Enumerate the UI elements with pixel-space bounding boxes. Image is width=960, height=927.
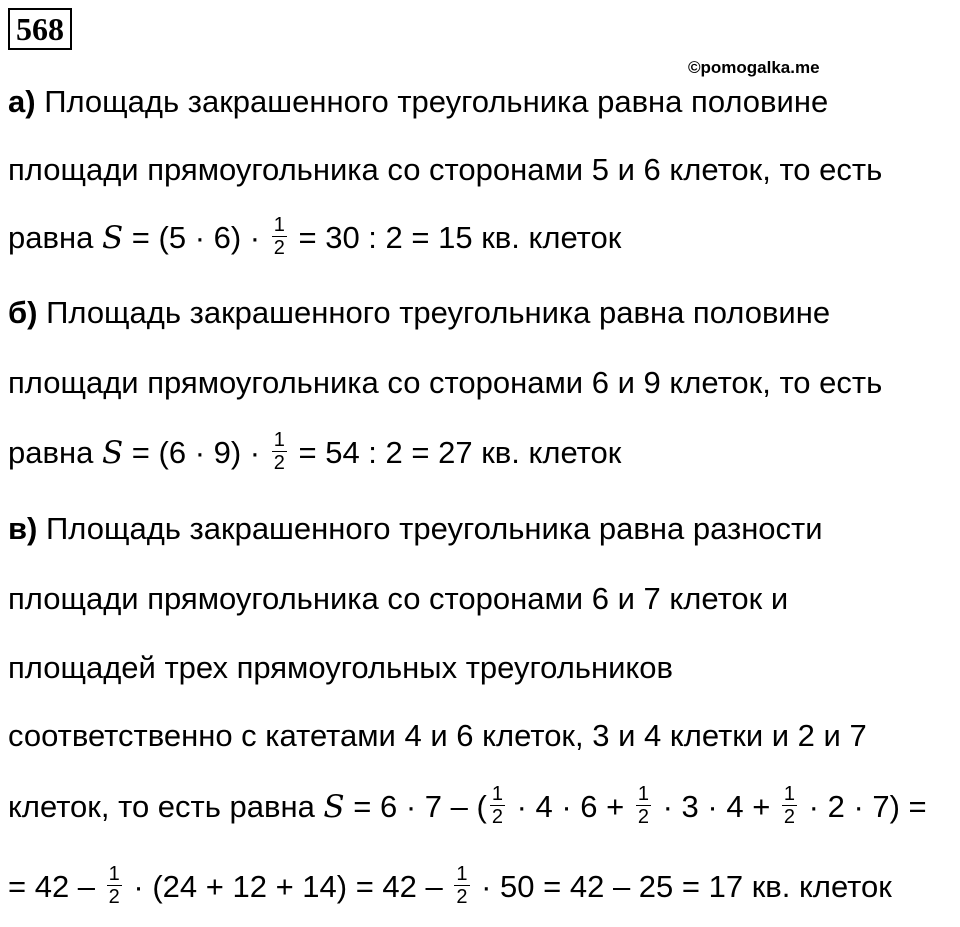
fraction-one-half: $\frac{1}{2}$ bbox=[456, 863, 468, 909]
expr-part: · 3 · 4 + bbox=[654, 789, 779, 824]
expr-part: = 6 · 7 – ( bbox=[344, 789, 487, 824]
part-c-label: в) bbox=[8, 511, 38, 546]
part-c-line-4 bbox=[8, 711, 867, 761]
part-c-text-1: Площадь закрашенного треугольника равна разности bbox=[37, 511, 823, 546]
part-c-formula-1 bbox=[8, 782, 927, 832]
part-c-text-3: площадей трех прямоугольных треугольников bbox=[8, 650, 674, 685]
part-a-text-2: площади прямоугольника со сторонами 5 и 6 клеток, то есть bbox=[8, 152, 883, 187]
part-b-text-3: равна bbox=[8, 435, 102, 470]
expr-part: = 42 – bbox=[8, 869, 104, 904]
variable-s: S bbox=[101, 435, 124, 471]
part-c-line-1 bbox=[8, 504, 823, 554]
part-c-line-2 bbox=[8, 574, 788, 624]
fraction-one-half: $\frac{1}{2}$ bbox=[108, 863, 120, 909]
fraction-one-half: $\frac{1}{2}$ bbox=[273, 429, 285, 475]
part-b-line-2 bbox=[8, 358, 882, 408]
problem-number: 568 bbox=[8, 8, 72, 50]
part-a-result: = 30 : 2 = 15 кв. клеток bbox=[289, 220, 622, 255]
part-c-line-3 bbox=[8, 643, 673, 693]
part-c-text-5: клеток, то есть равна bbox=[8, 789, 324, 824]
expr-part: · 2 · 7) = bbox=[800, 789, 927, 824]
part-b-result: = 54 : 2 = 27 кв. клеток bbox=[289, 435, 622, 470]
part-a-line-2 bbox=[8, 145, 882, 195]
part-b-text-1: Площадь закрашенного треугольника равна половине bbox=[37, 295, 831, 330]
part-a-label: а) bbox=[8, 84, 36, 119]
fraction-one-half: $\frac{1}{2}$ bbox=[637, 783, 649, 829]
part-a-text-3: равна bbox=[8, 220, 102, 255]
part-a-expr: = (5 · 6) · bbox=[123, 220, 269, 255]
part-c-text-4: соответственно с катетами 4 и 6 клеток, 3 и 4 клетки и 2 и 7 bbox=[8, 718, 867, 753]
part-a-formula bbox=[8, 213, 621, 263]
expr-part: · (24 + 12 + 14) = 42 – bbox=[124, 869, 452, 904]
watermark: ©pomogalka.me bbox=[688, 58, 820, 77]
fraction-one-half: $\frac{1}{2}$ bbox=[491, 783, 503, 829]
expr-part: · 4 · 6 + bbox=[507, 789, 633, 824]
part-c-formula-2 bbox=[8, 862, 892, 912]
part-b-line-1 bbox=[8, 288, 830, 338]
fraction-one-half: $\frac{1}{2}$ bbox=[273, 214, 285, 260]
part-a-line-1 bbox=[8, 77, 828, 127]
part-a-text-1: Площадь закрашенного треугольника равна половине bbox=[35, 84, 829, 119]
part-b-text-2: площади прямоугольника со сторонами 6 и 9 клеток, то есть bbox=[8, 365, 883, 400]
variable-s: S bbox=[101, 220, 124, 256]
part-b-expr: = (6 · 9) · bbox=[123, 435, 269, 470]
part-c-text-2: площади прямоугольника со сторонами 6 и 7 клеток и bbox=[8, 581, 789, 616]
part-b-formula bbox=[8, 428, 621, 478]
variable-s: S bbox=[323, 789, 345, 825]
part-c-result: · 50 = 42 – 25 = 17 кв. клеток bbox=[472, 869, 892, 904]
fraction-one-half: $\frac{1}{2}$ bbox=[783, 783, 796, 829]
part-b-label: б) bbox=[8, 295, 38, 330]
